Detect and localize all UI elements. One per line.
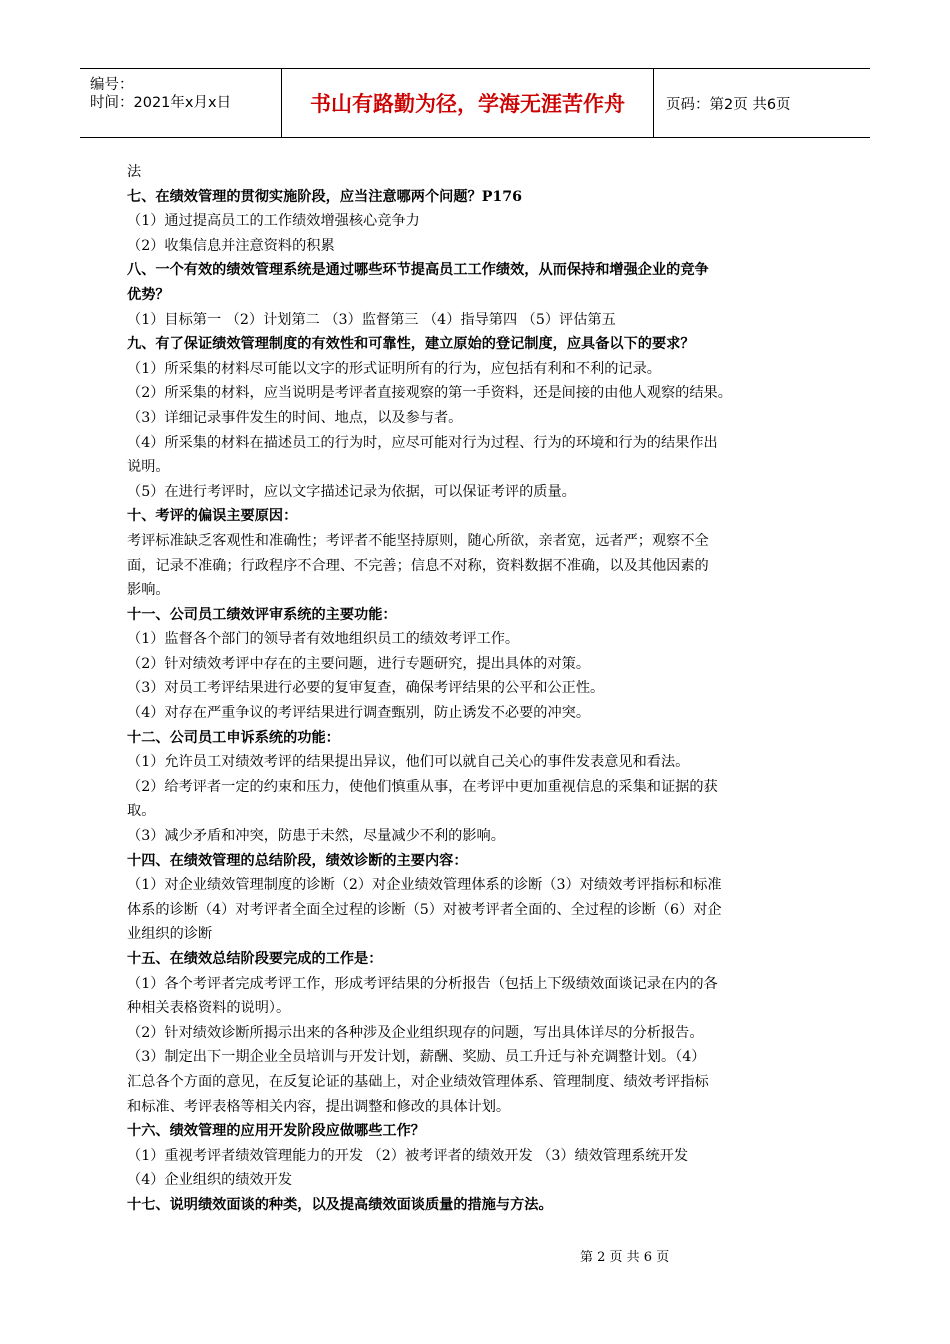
body-line: （1）重视考评者绩效管理能力的开发 （2）被考评者的绩效开发 （3）绩效管理系统开发: [127, 1147, 689, 1164]
header-meta-cell: [80, 69, 282, 137]
body-line: （2）给考评者一定的约束和压力，使他们慎重从事，在考评中更加重视信息的采集和证据的获: [127, 778, 718, 795]
body-line: （1）各个考评者完成考评工作，形成考评结果的分析报告（包括上下级绩效面谈记录在内的各: [127, 975, 718, 992]
body-line: 体系的诊断（4）对考评者全面全过程的诊断（5）对被考评者全面的、全过程的诊断（6）对企: [127, 901, 722, 918]
body-line: （4）所采集的材料在描述员工的行为时，应尽可能对行为过程、行为的环境和行为的结果作出: [127, 434, 718, 451]
body-line: （1）允许员工对绩效考评的结果提出异议，他们可以就自己关心的事件发表意见和看法。: [127, 754, 690, 771]
body-line: 取。: [127, 803, 156, 820]
section-heading: 九、有了保证绩效管理制度的有效性和可靠性，建立原始的登记制度，应具备以下的要求？: [127, 336, 695, 353]
body-line: 说明。: [127, 459, 170, 476]
body-line: 业组织的诊断: [127, 926, 213, 943]
body-line: （1）对企业绩效管理制度的诊断（2）对企业绩效管理体系的诊断（3）对绩效考评指标和标准: [127, 877, 722, 894]
body-line: （1）目标第一 （2）计划第二 （3）监督第三 （4）指导第四 （5）评估第五: [127, 311, 616, 328]
body-line: （3）减少矛盾和冲突，防患于未然，尽量减少不利的影响。: [127, 828, 505, 845]
section-heading: 七、在绩效管理的贯彻实施阶段，应当注意哪两个问题？P176: [127, 188, 522, 205]
body-line: （1）所采集的材料尽可能以文字的形式证明所有的行为，应包括有利和不利的记录。: [127, 360, 661, 377]
body-line: （2）针对绩效考评中存在的主要问题，进行专题研究，提出具体的对策。: [127, 655, 591, 672]
body-line: 和标准、考评表格等相关内容，提出调整和修改的具体计划。: [127, 1098, 511, 1115]
document-body: [127, 160, 835, 1218]
body-line: （4）对存在严重争议的考评结果进行调查甄别，防止诱发不必要的冲突。: [127, 705, 591, 722]
body-line: （2）所采集的材料，应当说明是考评者直接观察的第一手资料，还是间接的由他人观察的结果。: [127, 385, 732, 402]
body-line: （3）对员工考评结果进行必要的复审复查，确保考评结果的公平和公正性。: [127, 680, 605, 697]
footer-page-number: 第 2 页 共 6 页: [580, 1250, 670, 1265]
body-line: （4）企业组织的绩效开发: [127, 1172, 293, 1189]
section-heading: 十四、在绩效管理的总结阶段，绩效诊断的主要内容：: [127, 852, 468, 869]
page-header: [80, 68, 870, 138]
header-page-number: 页码：第2页 共6页: [666, 96, 791, 113]
body-line: （1）监督各个部门的领导者有效地组织员工的绩效考评工作。: [127, 631, 520, 648]
section-heading: 十一、公司员工绩效评审系统的主要功能：: [127, 606, 397, 623]
body-line: 法: [127, 164, 142, 180]
body-line: （3）详细记录事件发生的时间、地点，以及参与者。: [127, 409, 463, 426]
document-number-label: 编号：: [90, 77, 134, 93]
section-heading: 十二、公司员工申诉系统的功能：: [127, 729, 340, 746]
section-heading: 十五、在绩效总结阶段要完成的工作是：: [127, 951, 383, 967]
section-heading: 十七、说明绩效面谈的种类，以及提高绩效面谈质量的措施与方法。: [127, 1196, 553, 1213]
body-line: 汇总各个方面的意见，在反复论证的基础上，对企业绩效管理体系、管理制度、绩效考评指标: [127, 1073, 709, 1090]
section-heading: 十六、绩效管理的应用开发阶段应做哪些工作？: [127, 1123, 425, 1140]
body-line: （2）针对绩效诊断所揭示出来的各种涉及企业组织现存的问题，写出具体详尽的分析报告。: [127, 1024, 704, 1041]
section-heading: 十、考评的偏误主要原因：: [127, 508, 298, 525]
body-line: （1）通过提高员工的工作绩效增强核心竞争力: [127, 213, 420, 230]
section-heading: 优势？: [127, 286, 170, 303]
body-line: （3）制定出下一期企业全员培训与开发计划，薪酬、奖励、员工升迁与补充调整计划。（4）: [127, 1049, 706, 1066]
body-line: 影响。: [127, 582, 170, 599]
document-time-label: 时间：2021年x月x日: [90, 95, 232, 111]
body-line: （2）收集信息并注意资料的积累: [127, 237, 335, 254]
section-heading: 八、一个有效的绩效管理系统是通过哪些环节提高员工工作绩效，从而保持和增强企业的竞争: [127, 262, 709, 279]
body-line: 面，记录不准确；行政程序不合理、不完善；信息不对称，资料数据不准确，以及其他因素的: [127, 557, 709, 574]
body-line: （5）在进行考评时，应以文字描述记录为依据，可以保证考评的质量。: [127, 483, 576, 500]
body-line: 种相关表格资料的说明）。: [127, 1000, 291, 1017]
body-line: 考评标准缺乏客观性和准确性；考评者不能坚持原则，随心所欲，亲者宽，远者严；观察不全: [127, 532, 709, 549]
header-motto: 书山有路勤为径，学海无涯苦作舟: [282, 69, 654, 137]
